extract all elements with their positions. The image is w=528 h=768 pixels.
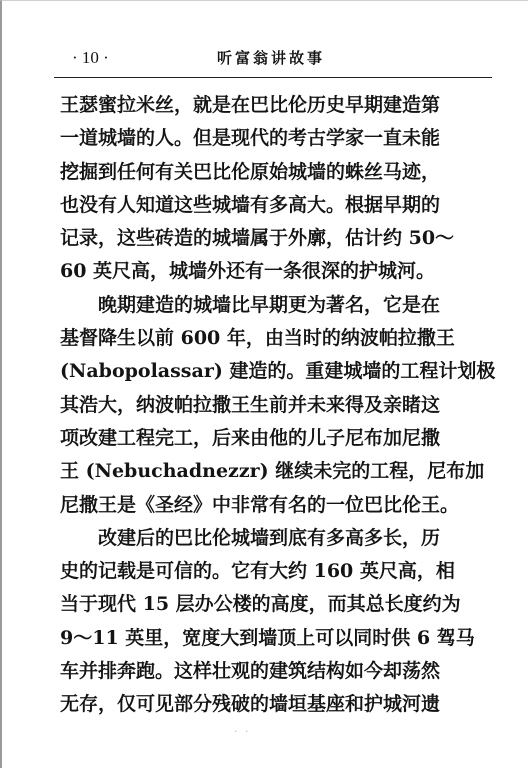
text-line: 晚期建造的城墙比早期更为著名，它是在 <box>98 293 441 316</box>
text-line: 改建后的巴比伦城墙到底有多高多长，历 <box>98 526 441 549</box>
text-line: 项改建工程完工，后来由他的儿子尼布加尼撒 <box>60 426 441 449</box>
text-line: 当于现代 15 层办公楼的高度，而其总长度约为 <box>60 593 461 616</box>
text-line: 王瑟蜜拉米丝，就是在巴比伦历史早期建造第 <box>60 94 441 116</box>
page-number: · 10 · <box>72 48 109 67</box>
text-line: 记录，这些砖造的城墙属于外廓，估计约 50～ <box>60 227 455 250</box>
text-line: 基督降生以前 600 年，由当时的纳波帕拉撒王 <box>60 327 455 350</box>
text-line: 无存，仅可见部分残破的墙垣基座和护城河遗 <box>60 693 441 716</box>
header-rule <box>54 77 492 78</box>
text-line: 史的记载是可信的。它有大约 160 英尺高，相 <box>60 560 455 583</box>
text-line: 60 英尺高，城墙外还有一条很深的护城河。 <box>60 260 436 283</box>
text-line: 也没有人知道这些城墙有多高大。根据早期的 <box>60 193 441 216</box>
text-line: 车并排奔跑。这样壮观的建筑结构如今却荡然 <box>60 660 441 683</box>
text-line: (Nabopolassar) 建造的。重建城墙的工程计划极 <box>60 360 496 383</box>
footer-marks: · · <box>234 725 251 738</box>
text-line: 王 (Nebuchadnezzr) 继续未完的工程，尼布加 <box>60 460 485 483</box>
text-line: 挖掘到任何有关巴比伦原始城墙的蛛丝马迹， <box>60 160 441 183</box>
text-line: 其浩大，纳波帕拉撒王生前并未来得及亲睹这 <box>60 393 441 416</box>
text-line: 尼撒王是《圣经》中非常有名的一位巴比伦王。 <box>60 493 460 516</box>
body-text <box>60 89 500 722</box>
text-line: 9～11 英里，宽度大到墙顶上可以同时供 6 驾马 <box>60 626 475 649</box>
running-title: 听富翁讲故事 <box>217 49 326 67</box>
page-header <box>54 45 494 73</box>
text-line: 一道城墙的人。但是现代的考古学家一直未能 <box>60 127 441 150</box>
